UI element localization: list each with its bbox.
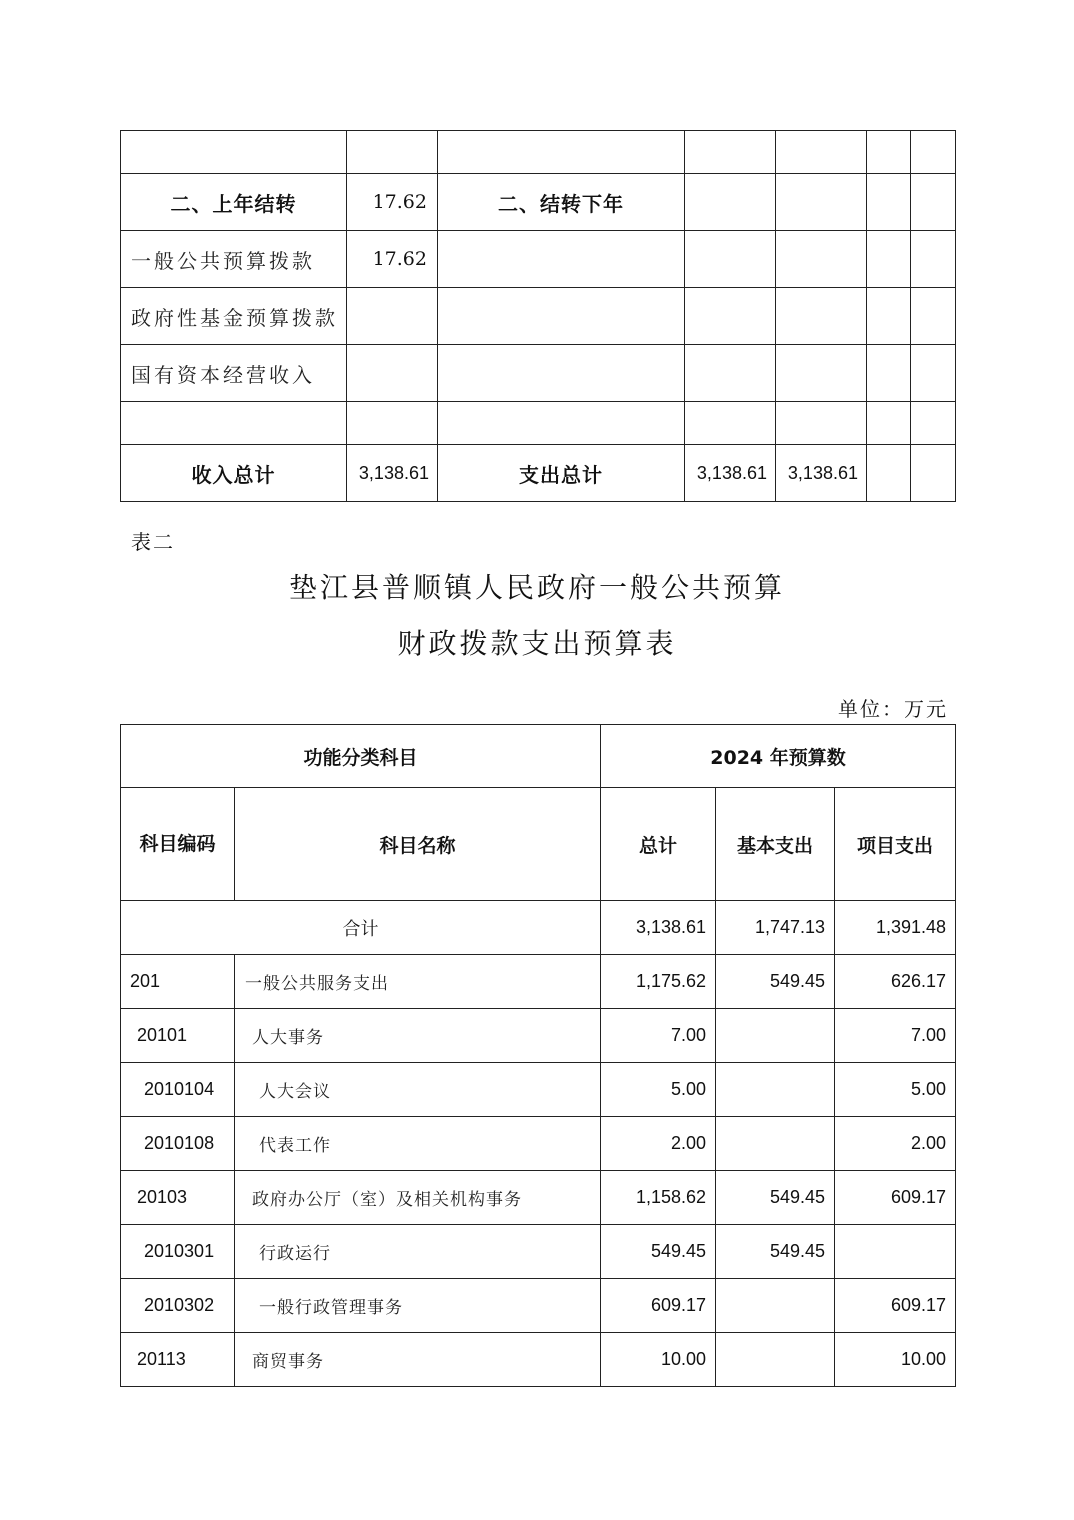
row-v1 (685, 174, 776, 231)
page-title: 垫江县普顺镇人民政府一般公共预算 (288, 571, 785, 604)
table-label: 表二 (131, 530, 175, 554)
empty-cell (867, 345, 911, 402)
table-row (121, 231, 956, 288)
table-row (121, 288, 956, 345)
row-label (121, 402, 347, 445)
row-code: 2010301 (121, 1225, 235, 1279)
table-row (121, 1225, 956, 1279)
code-header: 科目编码 (121, 788, 235, 901)
row-basic (716, 1279, 835, 1333)
row-project: 5.00 (835, 1063, 956, 1117)
total-label: 合计 (121, 901, 601, 955)
table-row (121, 174, 956, 231)
category-header: 功能分类科目 (121, 725, 601, 788)
row-basic: 549.45 (716, 1225, 835, 1279)
table-row (121, 445, 956, 502)
row-v1: 3,138.61 (685, 445, 776, 502)
row-name: 一般公共服务支出 (235, 955, 601, 1009)
row-name: 代表工作 (235, 1117, 601, 1171)
table-row (121, 1171, 956, 1225)
row-v1 (685, 402, 776, 445)
row-project: 609.17 (835, 1171, 956, 1225)
table-row (121, 1117, 956, 1171)
row-project: 2.00 (835, 1117, 956, 1171)
table-row (121, 402, 956, 445)
row-v2 (776, 402, 867, 445)
row-basic: 549.45 (716, 1171, 835, 1225)
row-name: 行政运行 (235, 1225, 601, 1279)
empty-cell (867, 402, 911, 445)
row-v2 (776, 131, 867, 174)
row-value: 17.62 (347, 231, 438, 288)
empty-cell (867, 131, 911, 174)
row-code: 20101 (121, 1009, 235, 1063)
row-label: 一般公共预算拨款 (121, 231, 347, 288)
budget-table (120, 724, 956, 1387)
row-project: 626.17 (835, 955, 956, 1009)
row-value (347, 402, 438, 445)
row-project: 7.00 (835, 1009, 956, 1063)
basic-header: 基本支出 (716, 788, 835, 901)
header-row (121, 725, 956, 788)
row-total: 2.00 (601, 1117, 716, 1171)
empty-cell (911, 288, 956, 345)
row-value (347, 345, 438, 402)
header-row (121, 788, 956, 901)
row-v1 (685, 345, 776, 402)
table-row (121, 345, 956, 402)
empty-cell (911, 445, 956, 502)
empty-cell (911, 402, 956, 445)
table-row (121, 1333, 956, 1387)
row-total: 5.00 (601, 1063, 716, 1117)
row-basic (716, 1333, 835, 1387)
empty-cell (867, 174, 911, 231)
total-row (121, 901, 956, 955)
row-v1 (685, 131, 776, 174)
row-code: 201 (121, 955, 235, 1009)
row-total: 609.17 (601, 1279, 716, 1333)
row-value: 3,138.61 (347, 445, 438, 502)
row-total: 1,175.62 (601, 955, 716, 1009)
total-value: 3,138.61 (601, 901, 716, 955)
row-v2: 3,138.61 (776, 445, 867, 502)
empty-cell (867, 445, 911, 502)
row-v1 (685, 288, 776, 345)
row-label: 二、上年结转 (121, 174, 347, 231)
row-total: 7.00 (601, 1009, 716, 1063)
table-row (121, 1063, 956, 1117)
row-code: 20113 (121, 1333, 235, 1387)
row-label2 (438, 131, 685, 174)
row-value: 17.62 (347, 174, 438, 231)
row-label2: 二、结转下年 (438, 174, 685, 231)
row-name: 人大会议 (235, 1063, 601, 1117)
page-subtitle: 财政拨款支出预算表 (397, 627, 677, 660)
row-project: 10.00 (835, 1333, 956, 1387)
row-label2 (438, 231, 685, 288)
row-v1 (685, 231, 776, 288)
row-v2 (776, 231, 867, 288)
row-code: 2010302 (121, 1279, 235, 1333)
empty-cell (867, 288, 911, 345)
row-label2 (438, 288, 685, 345)
row-total: 549.45 (601, 1225, 716, 1279)
empty-cell (911, 345, 956, 402)
row-total: 10.00 (601, 1333, 716, 1387)
row-code: 2010104 (121, 1063, 235, 1117)
summary-table (120, 130, 956, 502)
row-name: 人大事务 (235, 1009, 601, 1063)
row-total: 1,158.62 (601, 1171, 716, 1225)
row-project (835, 1225, 956, 1279)
row-v2 (776, 345, 867, 402)
row-code: 20103 (121, 1171, 235, 1225)
table-row (121, 131, 956, 174)
row-label (121, 131, 347, 174)
row-project: 609.17 (835, 1279, 956, 1333)
table-row (121, 1279, 956, 1333)
empty-cell (911, 131, 956, 174)
row-basic (716, 1009, 835, 1063)
row-label2 (438, 345, 685, 402)
total-header: 总计 (601, 788, 716, 901)
budget-header: 2024 年预算数 (601, 725, 956, 788)
row-label2 (438, 402, 685, 445)
row-label: 收入总计 (121, 445, 347, 502)
basic-value: 1,747.13 (716, 901, 835, 955)
row-name: 一般行政管理事务 (235, 1279, 601, 1333)
row-basic (716, 1063, 835, 1117)
unit-label: 单位：万元 (838, 697, 948, 721)
row-basic (716, 1117, 835, 1171)
table-row (121, 1009, 956, 1063)
name-header: 科目名称 (235, 788, 601, 901)
empty-cell (911, 231, 956, 288)
row-label: 政府性基金预算拨款 (121, 288, 347, 345)
empty-cell (867, 231, 911, 288)
project-value: 1,391.48 (835, 901, 956, 955)
row-value (347, 288, 438, 345)
empty-cell (911, 174, 956, 231)
row-code: 2010108 (121, 1117, 235, 1171)
row-v2 (776, 174, 867, 231)
row-v2 (776, 288, 867, 345)
row-label2: 支出总计 (438, 445, 685, 502)
row-name: 商贸事务 (235, 1333, 601, 1387)
row-label: 国有资本经营收入 (121, 345, 347, 402)
table-row (121, 955, 956, 1009)
project-header: 项目支出 (835, 788, 956, 901)
row-basic: 549.45 (716, 955, 835, 1009)
row-value (347, 131, 438, 174)
row-name: 政府办公厅（室）及相关机构事务 (235, 1171, 601, 1225)
